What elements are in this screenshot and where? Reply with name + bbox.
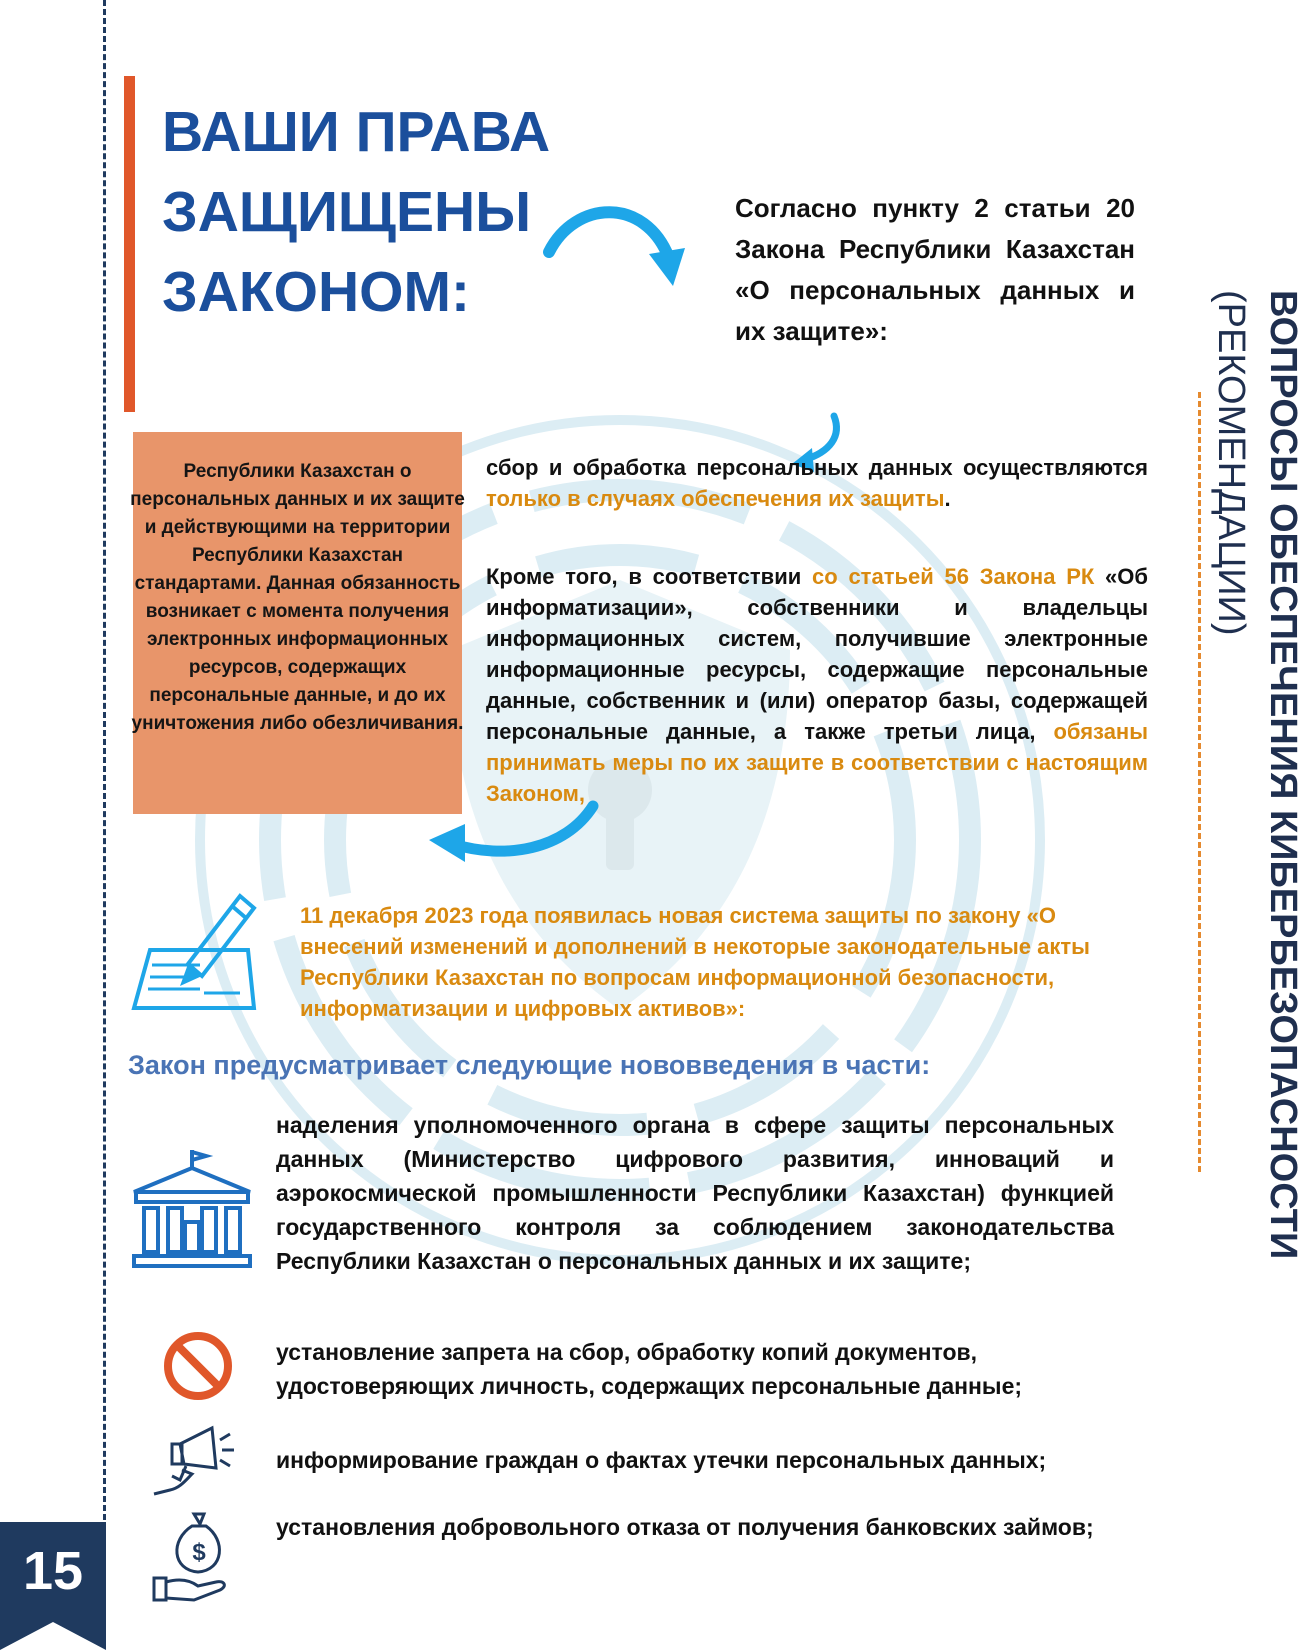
p1-highlight: только в случаях обеспечения их защиты [486,486,945,511]
curved-arrow-icon [545,200,705,300]
list-item: информирование граждан о фактах утечки персональных данных; [276,1447,1047,1473]
side-orange-dashed-line [1198,392,1201,1172]
list-item: установления добровольного отказа от получения банковских займов; [276,1514,1094,1540]
p2-text-1: Кроме того, в соответствии [486,564,813,589]
p1-text: сбор и обработка персональных данных осуществляются [486,455,1148,480]
intro-text: Согласно пункту 2 статьи 20 Закона Республики Казахстан «О персональных данных и их защите»: [735,193,1135,346]
list-item: установление запрета на сбор, обработку копий документов, удостоверяющих личность, содержащих персональные данные; [276,1339,1023,1399]
p2-highlight-1: со статьей 56 Закона РК [812,564,1095,589]
paragraph-collection-conditions [486,452,1148,514]
news-text: 11 декабря 2023 года появилась новая система защиты по закону «О внесений изменений и дополнений в некоторые законодательные акты Республики Казахстан по вопросам информационной безопасности, информатизации и цифровых активов»: [300,903,1090,1021]
p2-highlight-2: обязаны принимать меры по их защите в соответствии с настоящим Законом, [486,719,1148,806]
side-heading [1205,290,1309,1259]
title-line-2: ЗАЩИЩЕНЫ [162,180,531,244]
government-building-icon [130,1148,254,1270]
side-heading-sub: (РЕКОМЕНДАЦИИ) [1210,290,1252,636]
paragraph-article-56 [486,561,1148,809]
curved-arrow-left-icon [425,800,605,875]
document-signing-icon [130,890,260,1020]
title-accent-bar [124,76,135,412]
page-edge-dashed-line [103,0,106,1520]
title-line-3: ЗАКОНОМ: [162,260,470,324]
prohibition-icon [162,1330,234,1402]
megaphone-icon [150,1420,240,1500]
p2-text-2: «Об информатизации», собственники и владельцы информационных систем, получившие электронные информационные ресурсы, содержащие персональные данные, собственник и (или) оператор базы, содержащей персональные данные, а также третьи лица, [486,564,1148,744]
money-bag-hand-icon [150,1510,240,1605]
side-heading-main: ВОПРОСЫ ОБЕСПЕЧЕНИЯ КИБЕРБЕЗОПАСНОСТИ [1262,290,1304,1260]
list-item: наделения уполномоченного органа в сфере защиты персональных данных (Министерство цифрового развития, инноваций и аэрокосмической промышленности Республики Казахстан) функцией государственного контроля за соблюдением законодательства Республики Казахстан о персональных данных и их защите; [276,1112,1114,1274]
svg-text:$: $ [192,1539,206,1566]
page-number: 15 [22,1541,84,1601]
title-line-1: ВАШИ ПРАВА [162,100,551,164]
p1-end: . [944,486,951,511]
law-heading: Закон предусматривает следующие нововведения в части: [128,1050,931,1080]
orange-box-text: Республики Казахстан о персональных данных и их защите и действующими на территории Республики Казахстан стандартами. Данная обязанность возникает с момента получения электронных информационных ресурсов, содержащих персональные данные, и до их уничтожения либо обезличивания. [130,461,465,734]
